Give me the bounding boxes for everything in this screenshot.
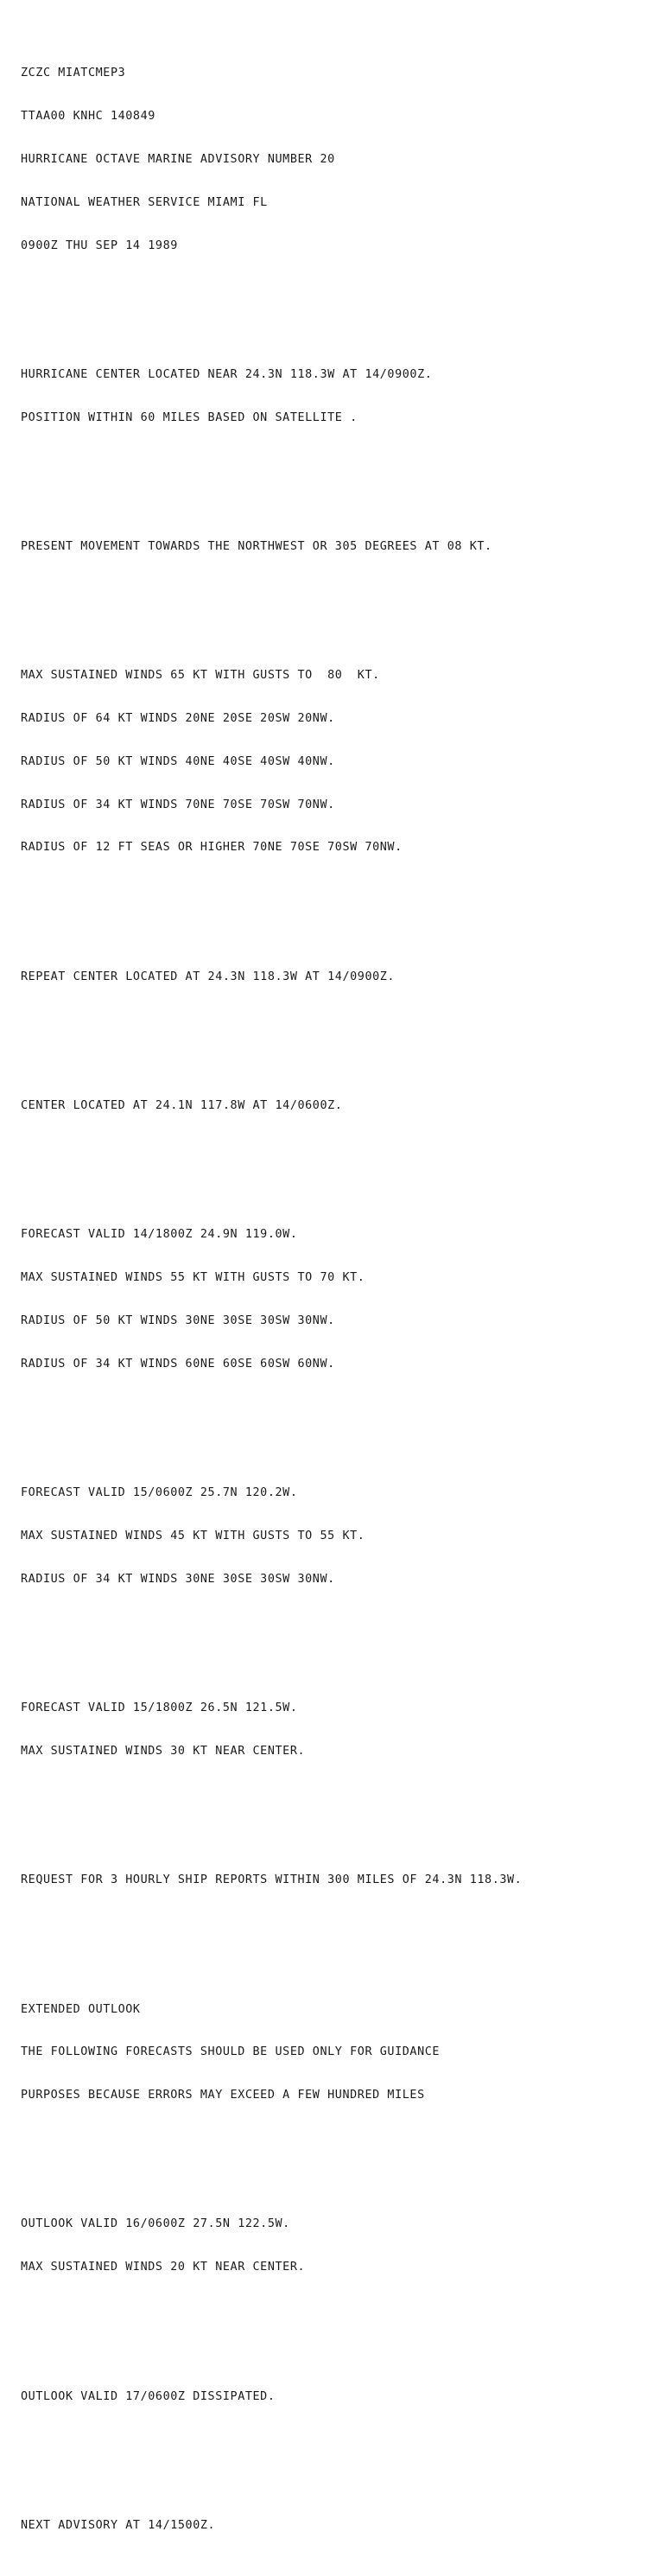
repeat-center-block xyxy=(21,942,643,1014)
text-line: RADIUS OF 50 KT WINDS 40NE 40SE 40SW 40NW. xyxy=(21,754,335,768)
forecast-block-2 xyxy=(21,1458,643,1616)
next-advisory-block xyxy=(21,2490,643,2562)
advisory-title: HURRICANE OCTAVE MARINE ADVISORY NUMBER 20 xyxy=(21,152,335,166)
text-line: REPEAT CENTER LOCATED AT 24.3N 118.3W AT 14/0900Z. xyxy=(21,970,396,983)
text-line: OUTLOOK VALID 17/0600Z DISSIPATED. xyxy=(21,2389,276,2403)
text-line: THE FOLLOWING FORECASTS SHOULD BE USED ONLY FOR GUIDANCE xyxy=(21,2045,441,2059)
text-line: RADIUS OF 34 KT WINDS 30NE 30SE 30SW 30NW. xyxy=(21,1572,335,1586)
text-line: HURRICANE CENTER LOCATED NEAR 24.3N 118.3W AT 14/0900Z. xyxy=(21,367,433,381)
text-line: MAX SUSTAINED WINDS 20 KT NEAR CENTER. xyxy=(21,2261,306,2274)
text-line: RADIUS OF 34 KT WINDS 60NE 60SE 60SW 60NW. xyxy=(21,1357,335,1371)
text-line: OUTLOOK VALID 16/0600Z 27.5N 122.5W. xyxy=(21,2217,290,2231)
text-line: PURPOSES BECAUSE ERRORS MAY EXCEED A FEW HUNDRED MILES xyxy=(21,2089,425,2102)
text-line: NEXT ADVISORY AT 14/1500Z. xyxy=(21,2518,216,2532)
text-line: POSITION WITHIN 60 MILES BASED ON SATELLITE . xyxy=(21,410,358,424)
text-line: RADIUS OF 50 KT WINDS 30NE 30SE 30SW 30NW. xyxy=(21,1314,335,1328)
winds-block xyxy=(21,640,643,884)
issue-time: 0900Z THU SEP 14 1989 xyxy=(21,239,178,252)
forecast-block-1 xyxy=(21,1199,643,1400)
present-movement-block xyxy=(21,512,643,583)
outlook-block-1 xyxy=(21,2189,643,2304)
text-line: MAX SUSTAINED WINDS 55 KT WITH GUSTS TO 70 KT. xyxy=(21,1271,365,1285)
text-line: PRESENT MOVEMENT TOWARDS THE NORTHWEST OR 305 DEGREES AT 08 KT. xyxy=(21,539,492,553)
text-line: TTAA00 KNHC 140849 xyxy=(21,110,155,124)
ship-reports-block xyxy=(21,1845,643,1917)
text-line: ZCZC MIATCMEP3 xyxy=(21,67,126,80)
text-line: MAX SUSTAINED WINDS 45 KT WITH GUSTS TO 55 KT. xyxy=(21,1529,365,1542)
text-line: FORECAST VALID 14/1800Z 24.9N 119.0W. xyxy=(21,1228,298,1242)
outlook-block-2 xyxy=(21,2361,643,2433)
text-line: EXTENDED OUTLOOK xyxy=(21,2002,141,2016)
text-line: FORECAST VALID 15/1800Z 26.5N 121.5W. xyxy=(21,1701,298,1715)
forecast-block-3 xyxy=(21,1673,643,1788)
extended-outlook-block xyxy=(21,1974,643,2132)
text-line: RADIUS OF 34 KT WINDS 70NE 70SE 70SW 70NW. xyxy=(21,798,335,811)
text-line: MAX SUSTAINED WINDS 65 KT WITH GUSTS TO 80 KT. xyxy=(21,669,380,683)
text-line: CENTER LOCATED AT 24.1N 117.8W AT 14/0600Z. xyxy=(21,1099,343,1113)
text-line: MAX SUSTAINED WINDS 30 KT NEAR CENTER. xyxy=(21,1744,306,1758)
advisory-document xyxy=(21,10,643,2576)
text-line: FORECAST VALID 15/0600Z 25.7N 120.2W. xyxy=(21,1486,298,1500)
text-line: RADIUS OF 64 KT WINDS 20NE 20SE 20SW 20NW. xyxy=(21,712,335,726)
text-line: REQUEST FOR 3 HOURLY SHIP REPORTS WITHIN 300 MILES OF 24.3N 118.3W. xyxy=(21,1873,523,1887)
previous-center-block xyxy=(21,1071,643,1142)
header-block xyxy=(21,38,643,282)
center-location-block xyxy=(21,340,643,455)
text-line: RADIUS OF 12 FT SEAS OR HIGHER 70NE 70SE 70SW 70NW. xyxy=(21,841,403,855)
text-line: NATIONAL WEATHER SERVICE MIAMI FL xyxy=(21,195,268,209)
